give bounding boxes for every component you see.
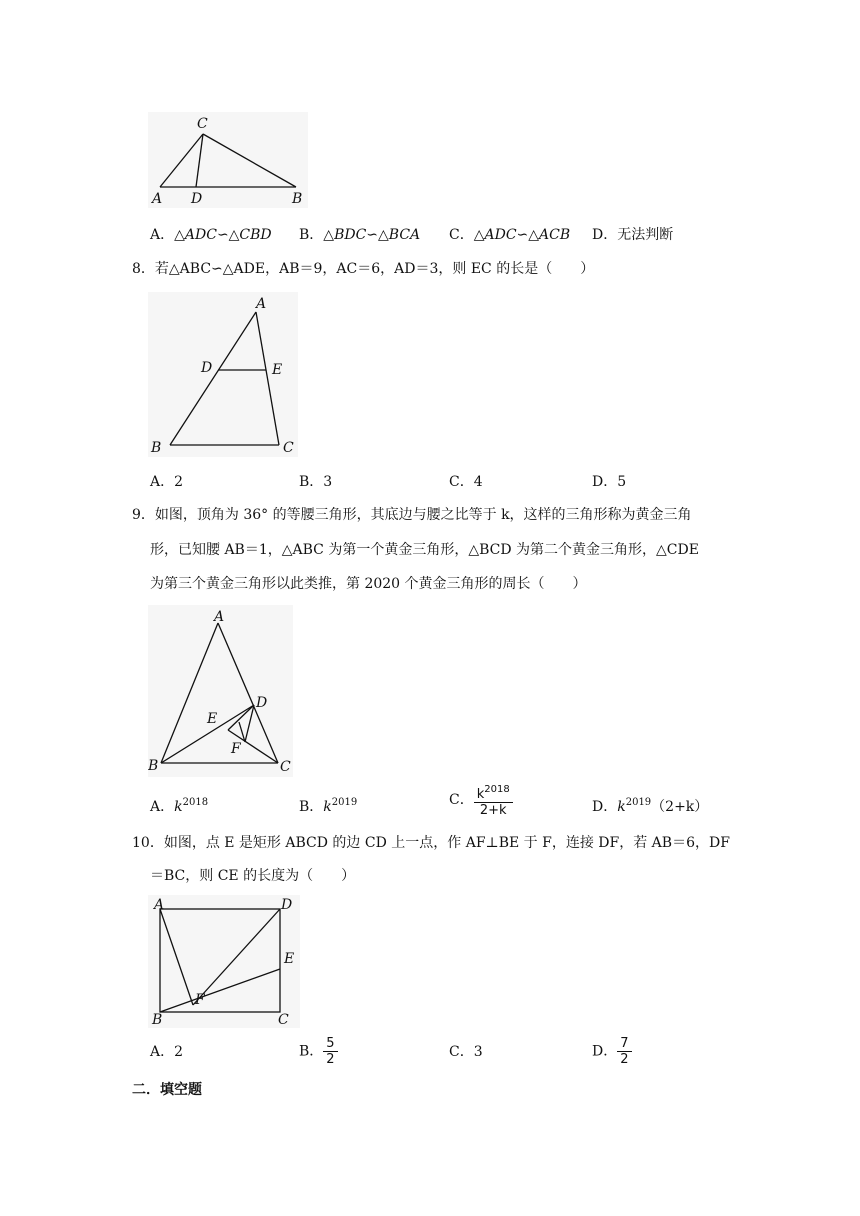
- q8-option-b[interactable]: B．3: [299, 474, 333, 490]
- q10-option-d[interactable]: D． $\frac{7}{2}$: [592, 1036, 632, 1067]
- q7-option-c[interactable]: C．△ADC∽△ACB: [449, 227, 571, 243]
- q10-option-c[interactable]: C．3: [449, 1044, 483, 1060]
- q10-stem-line-2: ＝BC，则 CE 的长度为（ ）: [150, 868, 356, 884]
- q10-label-c: C: [278, 1012, 289, 1028]
- q9-label-e: E: [207, 711, 218, 727]
- q10-option-b[interactable]: B． $\frac{5}{2}$: [299, 1036, 338, 1067]
- q8-label-c: C: [283, 440, 294, 456]
- q9-figure: [148, 605, 293, 777]
- q9-option-d[interactable]: D．$k^{2019}(2+k)$: [592, 797, 709, 815]
- q10-figure: [148, 895, 300, 1028]
- q8-stem: 8．若△ABC∽△ADE，AB＝9，AC＝6，AD＝3，则 EC 的长是（ ）: [132, 261, 595, 277]
- q8-label-b: B: [151, 440, 162, 456]
- q7-label-a: A: [152, 191, 163, 207]
- q9-label-d: D: [256, 695, 268, 711]
- q8-label-a: A: [256, 296, 267, 312]
- q7-label-d: D: [191, 191, 203, 207]
- q7-figure: [148, 112, 308, 208]
- q9-option-c[interactable]: C． $\frac{k^{2018}}{2+k}$: [449, 782, 513, 818]
- q7-option-d[interactable]: D．无法判断: [592, 227, 674, 243]
- q8-figure: [148, 292, 298, 457]
- q7-option-b[interactable]: B．△BDC∽△BCA: [299, 227, 421, 243]
- q7-label-c: C: [197, 116, 208, 132]
- q9-label-b: B: [148, 758, 159, 774]
- section-2-title: 二．填空题: [132, 1082, 202, 1098]
- q9-option-b[interactable]: B．$k^{2019}$: [299, 797, 358, 815]
- q8-option-c[interactable]: C．4: [449, 474, 483, 490]
- q9-option-c-fraction: $\frac{k^{2018}}{2+k}$: [474, 782, 513, 818]
- q10-option-d-fraction: $\frac{7}{2}$: [617, 1036, 631, 1067]
- q9-option-a[interactable]: A．$k^{2018}$: [150, 797, 209, 815]
- q8-label-e: E: [272, 362, 283, 378]
- q9-stem-line-2: 形，已知腰 AB＝1，△ABC 为第一个黄金三角形，△BCD 为第二个黄金三角形，△CDE: [150, 542, 699, 558]
- q10-label-d: D: [281, 897, 293, 913]
- q9-label-f: F: [231, 741, 241, 757]
- q10-label-b: B: [152, 1012, 163, 1028]
- q8-option-d[interactable]: D．5: [592, 474, 627, 490]
- q10-label-e: E: [284, 951, 295, 967]
- q9-stem-line-3: 为第三个黄金三角形以此类推，第 2020 个黄金三角形的周长（ ）: [150, 576, 587, 592]
- q8-option-a[interactable]: A．2: [150, 474, 184, 490]
- q10-label-a: A: [154, 897, 165, 913]
- q10-label-f: F: [195, 992, 205, 1008]
- q9-label-a: A: [214, 609, 225, 625]
- q7-option-a[interactable]: A．△ADC∽△CBD: [150, 227, 272, 243]
- q10-stem-line-1: 10．如图，点 E 是矩形 ABCD 的边 CD 上一点，作 AF⊥BE 于 F，连接 DF，若 AB＝6，DF: [132, 835, 730, 851]
- q9-stem-line-1: 9．如图，顶角为 36° 的等腰三角形，其底边与腰之比等于 k，这样的三角形称为黄金三角: [132, 507, 692, 523]
- q8-label-d: D: [201, 360, 213, 376]
- q10-option-a[interactable]: A．2: [150, 1044, 184, 1060]
- q10-option-b-fraction: $\frac{5}{2}$: [323, 1036, 337, 1067]
- q7-label-b: B: [292, 191, 303, 207]
- q9-label-c: C: [280, 759, 291, 775]
